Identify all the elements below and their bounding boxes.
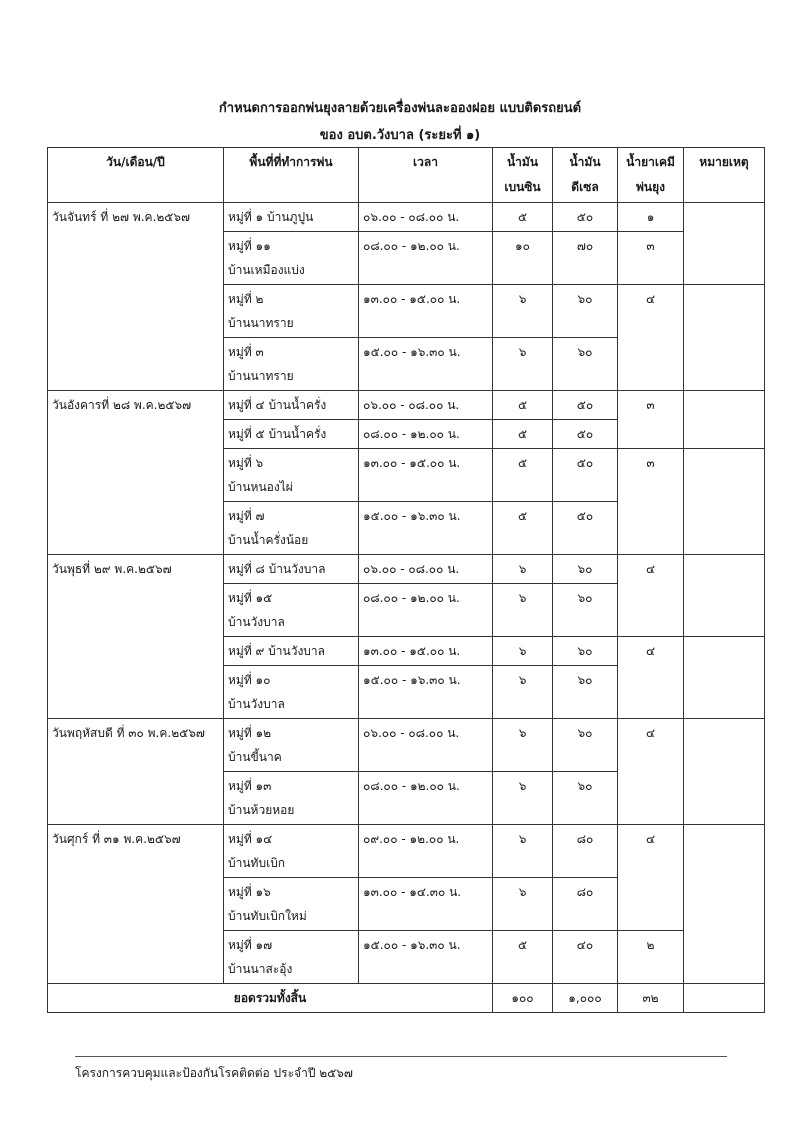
time-cell: ๑๕.๐๐ - ๑๖.๓๐ น. xyxy=(359,338,493,391)
gasoline-cell: ๖ xyxy=(493,338,553,391)
area-cell: หมู่ที่ ๑๒ บ้านขี้นาค xyxy=(224,719,359,772)
gasoline-cell: ๕ xyxy=(493,391,553,420)
document-title: กำหนดการออกพ่นยุงลายด้วยเครื่องพ่นละอองฝอย แบบติดรถยนต์ xyxy=(218,101,582,116)
time-cell: ๑๓.๐๐ - ๑๕.๐๐ น. xyxy=(359,637,493,666)
area-cell: หมู่ที่ ๑๗ บ้านนาสะอุ้ง xyxy=(224,931,359,984)
time-cell: ๑๕.๐๐ - ๑๖.๓๐ น. xyxy=(359,502,493,555)
chemical-cell: ๓ xyxy=(618,232,684,285)
table-header-row xyxy=(48,148,765,203)
note-cell xyxy=(684,555,765,637)
table-row xyxy=(48,555,765,584)
total-label: ยอดรวมทั้งสิ้น xyxy=(48,984,493,1013)
table-row xyxy=(48,391,765,420)
chemical-cell: ๔ xyxy=(618,719,684,825)
gasoline-cell: ๖ xyxy=(493,666,553,719)
area-cell: หมู่ที่ ๘ บ้านวังบาล xyxy=(224,555,359,584)
note-cell xyxy=(684,825,765,984)
area-cell: หมู่ที่ ๕ บ้านน้ำครั่ง xyxy=(224,420,359,449)
gasoline-cell: ๖ xyxy=(493,285,553,338)
gasoline-cell: ๖ xyxy=(493,719,553,772)
diesel-cell: ๘๐ xyxy=(553,878,618,931)
date-cell: วันศุกร์ ที่ ๓๑ พ.ค.๒๕๖๗ xyxy=(48,825,224,984)
time-cell: ๐๖.๐๐ - ๐๘.๐๐ น. xyxy=(359,391,493,420)
note-cell xyxy=(684,203,765,285)
schedule-table xyxy=(47,147,765,1013)
time-cell: ๐๖.๐๐ - ๐๘.๐๐ น. xyxy=(359,203,493,232)
diesel-cell: ๖๐ xyxy=(553,637,618,666)
time-cell: ๐๙.๐๐ - ๑๒.๐๐ น. xyxy=(359,825,493,878)
chemical-cell: ๒ xyxy=(618,931,684,984)
note-cell xyxy=(684,449,765,555)
note-cell xyxy=(684,637,765,719)
area-cell: หมู่ที่ ๒ บ้านนาทราย xyxy=(224,285,359,338)
gasoline-cell: ๖ xyxy=(493,555,553,584)
note-cell xyxy=(684,285,765,391)
time-cell: ๑๓.๐๐ - ๑๕.๐๐ น. xyxy=(359,285,493,338)
chemical-cell: ๑ xyxy=(618,203,684,232)
total-chemical: ๓๒ xyxy=(618,984,684,1013)
area-cell: หมู่ที่ ๑๐ บ้านวังบาล xyxy=(224,666,359,719)
diesel-cell: ๖๐ xyxy=(553,666,618,719)
chemical-cell: ๔ xyxy=(618,825,684,931)
header-note: หมายเหตุ xyxy=(684,148,765,203)
date-cell: วันอังคารที่ ๒๘ พ.ค.๒๕๖๗ xyxy=(48,391,224,555)
diesel-cell: ๖๐ xyxy=(553,719,618,772)
gasoline-cell: ๕ xyxy=(493,203,553,232)
diesel-cell: ๗๐ xyxy=(553,232,618,285)
chemical-cell: ๓ xyxy=(618,391,684,449)
time-cell: ๑๕.๐๐ - ๑๖.๓๐ น. xyxy=(359,666,493,719)
header-area: พื้นที่ที่ทำการพ่น xyxy=(224,148,359,203)
gasoline-cell: ๕ xyxy=(493,420,553,449)
gasoline-cell: ๕ xyxy=(493,931,553,984)
time-cell: ๑๓.๐๐ - ๑๕.๐๐ น. xyxy=(359,449,493,502)
time-cell: ๑๕.๐๐ - ๑๖.๓๐ น. xyxy=(359,931,493,984)
chemical-cell: ๓ xyxy=(618,449,684,555)
area-cell: หมู่ที่ ๑๖ บ้านทับเบิกใหม่ xyxy=(224,878,359,931)
document-subtitle: ของ อบต.วังบาล (ระยะที่ ๑) xyxy=(319,128,481,143)
gasoline-cell: ๑๐ xyxy=(493,232,553,285)
total-gasoline: ๑๐๐ xyxy=(493,984,553,1013)
date-cell: วันจันทร์ ที่ ๒๗ พ.ค.๒๕๖๗ xyxy=(48,203,224,391)
time-cell: ๑๓.๐๐ - ๑๔.๓๐ น. xyxy=(359,878,493,931)
gasoline-cell: ๕ xyxy=(493,502,553,555)
area-cell: หมู่ที่ ๖ บ้านหนองไผ่ xyxy=(224,449,359,502)
header-gasoline: น้ำมัน เบนซิน xyxy=(493,148,553,203)
gasoline-cell: ๖ xyxy=(493,772,553,825)
time-cell: ๐๘.๐๐ - ๑๒.๐๐ น. xyxy=(359,772,493,825)
area-cell: หมู่ที่ ๑๓ บ้านห้วยหอย xyxy=(224,772,359,825)
table-row xyxy=(48,719,765,772)
footer-divider xyxy=(75,1056,727,1057)
diesel-cell: ๕๐ xyxy=(553,391,618,420)
time-cell: ๐๘.๐๐ - ๑๒.๐๐ น. xyxy=(359,420,493,449)
gasoline-cell: ๕ xyxy=(493,449,553,502)
chemical-cell: ๔ xyxy=(618,285,684,391)
total-diesel: ๑,๐๐๐ xyxy=(553,984,618,1013)
diesel-cell: ๕๐ xyxy=(553,502,618,555)
header-diesel: น้ำมัน ดีเซล xyxy=(553,148,618,203)
date-cell: วันพุธที่ ๒๙ พ.ค.๒๕๖๗ xyxy=(48,555,224,719)
total-row xyxy=(48,984,765,1013)
diesel-cell: ๖๐ xyxy=(553,584,618,637)
gasoline-cell: ๖ xyxy=(493,878,553,931)
note-cell xyxy=(684,391,765,449)
header-date: วัน/เดือน/ปี xyxy=(48,148,224,203)
diesel-cell: ๕๐ xyxy=(553,449,618,502)
total-note xyxy=(684,984,765,1013)
chemical-cell: ๔ xyxy=(618,555,684,637)
time-cell: ๐๘.๐๐ - ๑๒.๐๐ น. xyxy=(359,232,493,285)
date-cell: วันพฤหัสบดี ที่ ๓๐ พ.ค.๒๕๖๗ xyxy=(48,719,224,825)
diesel-cell: ๔๐ xyxy=(553,931,618,984)
time-cell: ๐๘.๐๐ - ๑๒.๐๐ น. xyxy=(359,584,493,637)
diesel-cell: ๘๐ xyxy=(553,825,618,878)
area-cell: หมู่ที่ ๑๕ บ้านวังบาล xyxy=(224,584,359,637)
diesel-cell: ๖๐ xyxy=(553,772,618,825)
time-cell: ๐๖.๐๐ - ๐๘.๐๐ น. xyxy=(359,555,493,584)
diesel-cell: ๖๐ xyxy=(553,285,618,338)
area-cell: หมู่ที่ ๑ บ้านภูปูน xyxy=(224,203,359,232)
gasoline-cell: ๖ xyxy=(493,584,553,637)
area-cell: หมู่ที่ ๙ บ้านวังบาล xyxy=(224,637,359,666)
diesel-cell: ๕๐ xyxy=(553,203,618,232)
gasoline-cell: ๖ xyxy=(493,825,553,878)
table-row xyxy=(48,203,765,232)
area-cell: หมู่ที่ ๑๔ บ้านทับเบิก xyxy=(224,825,359,878)
note-cell xyxy=(684,719,765,825)
footer-text: โครงการควบคุมและป้องกันโรคติดต่อ ประจำปี ๒๕๖๗ xyxy=(75,1066,353,1080)
gasoline-cell: ๖ xyxy=(493,637,553,666)
area-cell: หมู่ที่ ๓ บ้านนาทราย xyxy=(224,338,359,391)
header-time: เวลา xyxy=(359,148,493,203)
area-cell: หมู่ที่ ๔ บ้านน้ำครั่ง xyxy=(224,391,359,420)
table-row xyxy=(48,825,765,878)
diesel-cell: ๖๐ xyxy=(553,555,618,584)
header-chemical: น้ำยาเคมี พ่นยุง xyxy=(618,148,684,203)
time-cell: ๐๖.๐๐ - ๐๘.๐๐ น. xyxy=(359,719,493,772)
diesel-cell: ๖๐ xyxy=(553,338,618,391)
area-cell: หมู่ที่ ๗ บ้านน้ำครั่งน้อย xyxy=(224,502,359,555)
diesel-cell: ๕๐ xyxy=(553,420,618,449)
area-cell: หมู่ที่ ๑๑ บ้านเหมืองแบ่ง xyxy=(224,232,359,285)
chemical-cell: ๔ xyxy=(618,637,684,719)
